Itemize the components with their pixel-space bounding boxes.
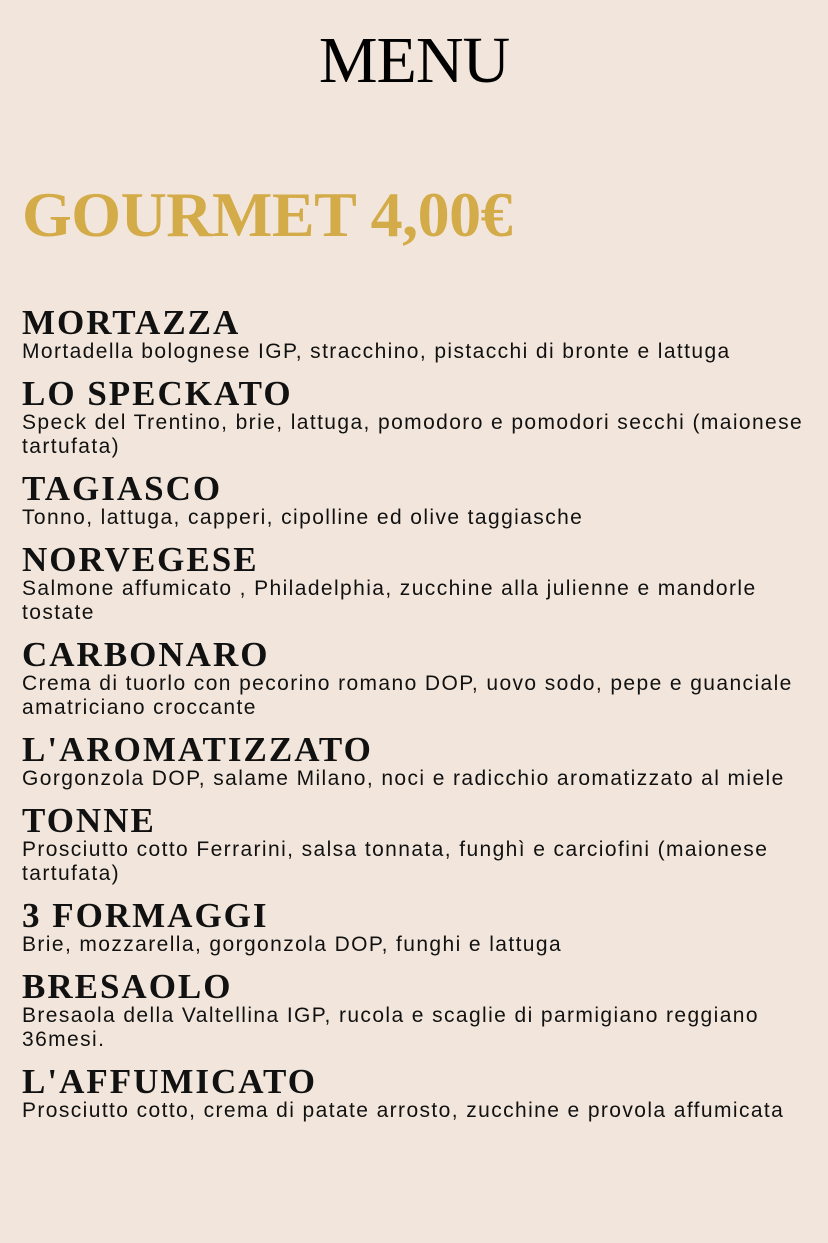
menu-item <box>22 470 822 530</box>
section-title: GOURMET 4,00€ <box>22 179 513 250</box>
item-name: BRESAOLO <box>22 967 233 1006</box>
menu-item <box>22 1063 822 1123</box>
menu-item <box>22 375 822 459</box>
menu-list <box>22 304 822 1134</box>
item-description: Prosciutto cotto Ferrarini, salsa tonnata, funghì e carciofini (maionese tartufata) <box>22 838 769 885</box>
menu-item <box>22 731 822 791</box>
item-description: Crema di tuorlo con pecorino romano DOP, uovo sodo, pepe e guanciale amatriciano croccante <box>22 672 793 719</box>
item-description: Bresaola della Valtellina IGP, rucola e scaglie di parmigiano reggiano 36mesi. <box>22 1004 759 1051</box>
menu-item <box>22 968 822 1052</box>
item-name: L'AFFUMICATO <box>22 1062 317 1101</box>
item-name: TONNE <box>22 801 156 840</box>
item-description: Gorgonzola DOP, salame Milano, noci e radicchio aromatizzato al miele <box>22 767 785 790</box>
item-description: Brie, mozzarella, gorgonzola DOP, funghi e lattuga <box>22 933 563 956</box>
item-description: Speck del Trentino, brie, lattuga, pomodoro e pomodori secchi (maionese tartufata) <box>22 411 804 458</box>
menu-item <box>22 636 822 720</box>
page-title: MENU <box>318 24 510 97</box>
item-name: LO SPECKATO <box>22 374 293 413</box>
item-name: 3 FORMAGGI <box>22 896 269 935</box>
item-name: MORTAZZA <box>22 303 241 342</box>
item-name: CARBONARO <box>22 635 270 674</box>
menu-item <box>22 541 822 625</box>
item-description: Tonno, lattuga, capperi, cipolline ed olive taggiasche <box>22 506 584 529</box>
menu-item <box>22 304 822 364</box>
menu-item <box>22 802 822 886</box>
item-name: TAGIASCO <box>22 469 223 508</box>
item-description: Mortadella bolognese IGP, stracchino, pistacchi di bronte e lattuga <box>22 340 731 363</box>
item-description: Salmone affumicato , Philadelphia, zucchine alla julienne e mandorle tostate <box>22 577 757 624</box>
item-name: NORVEGESE <box>22 540 259 579</box>
item-description: Prosciutto cotto, crema di patate arrosto, zucchine e provola affumicata <box>22 1099 785 1122</box>
item-name: L'AROMATIZZATO <box>22 730 373 769</box>
menu-item <box>22 897 822 957</box>
